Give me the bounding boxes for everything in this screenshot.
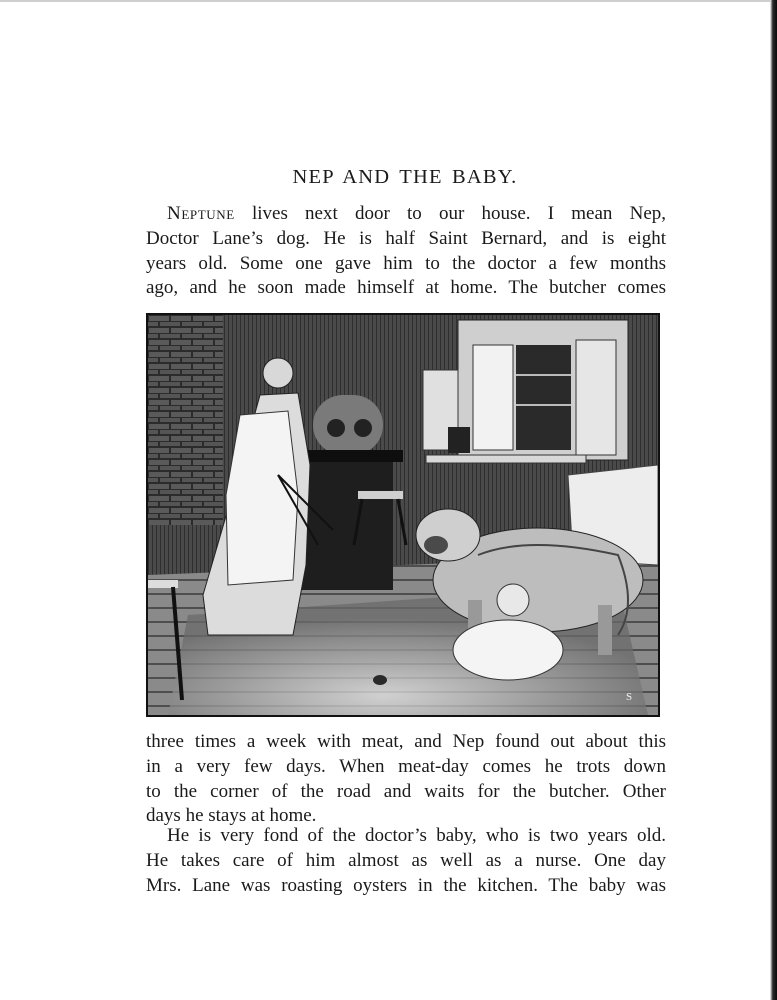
page-top-edge (0, 0, 777, 2)
paragraph-1 (146, 202, 666, 301)
paragraph-1-line-4: ago, and he soon made himself at home. The butcher comes (146, 277, 666, 299)
paragraph-1-line-1: Neptune lives next door to our house. I mean Nep, (167, 203, 666, 224)
page-binding-edge (770, 0, 777, 1000)
lead-word: Neptune (167, 203, 235, 224)
paragraph-2 (146, 730, 666, 829)
paragraph-1-line-3: years old. Some one gave him to the doctor a few months (146, 252, 666, 274)
paragraph-1-line-2: Doctor Lane’s dog. He is half Saint Bernard, and is eight (146, 227, 666, 249)
kitchen-illustration (146, 313, 660, 717)
chapter-title: NEP AND THE BABY. (292, 166, 518, 188)
paragraph-2-line-3: to the corner of the road and waits for the butcher. Other (146, 780, 666, 802)
paragraph-2-line-2: in a very few days. When meat-day comes he trots down (146, 755, 666, 777)
paragraph-3-line-1: He is very fond of the doctor’s baby, who is two years old. (167, 825, 666, 846)
paragraph-2-line-1: three times a week with meat, and Nep found out about this (146, 731, 666, 752)
engraving-image (148, 315, 658, 715)
paragraph-3-line-3: Mrs. Lane was roasting oysters in the kitchen. The baby was (146, 874, 666, 896)
artist-signature: S (626, 691, 633, 703)
paragraph-2-line-4: days he stays at home. (146, 805, 317, 827)
paragraph-3-line-2: He takes care of him almost as well as a nurse. One day (146, 849, 666, 871)
paragraph-3 (146, 824, 666, 898)
